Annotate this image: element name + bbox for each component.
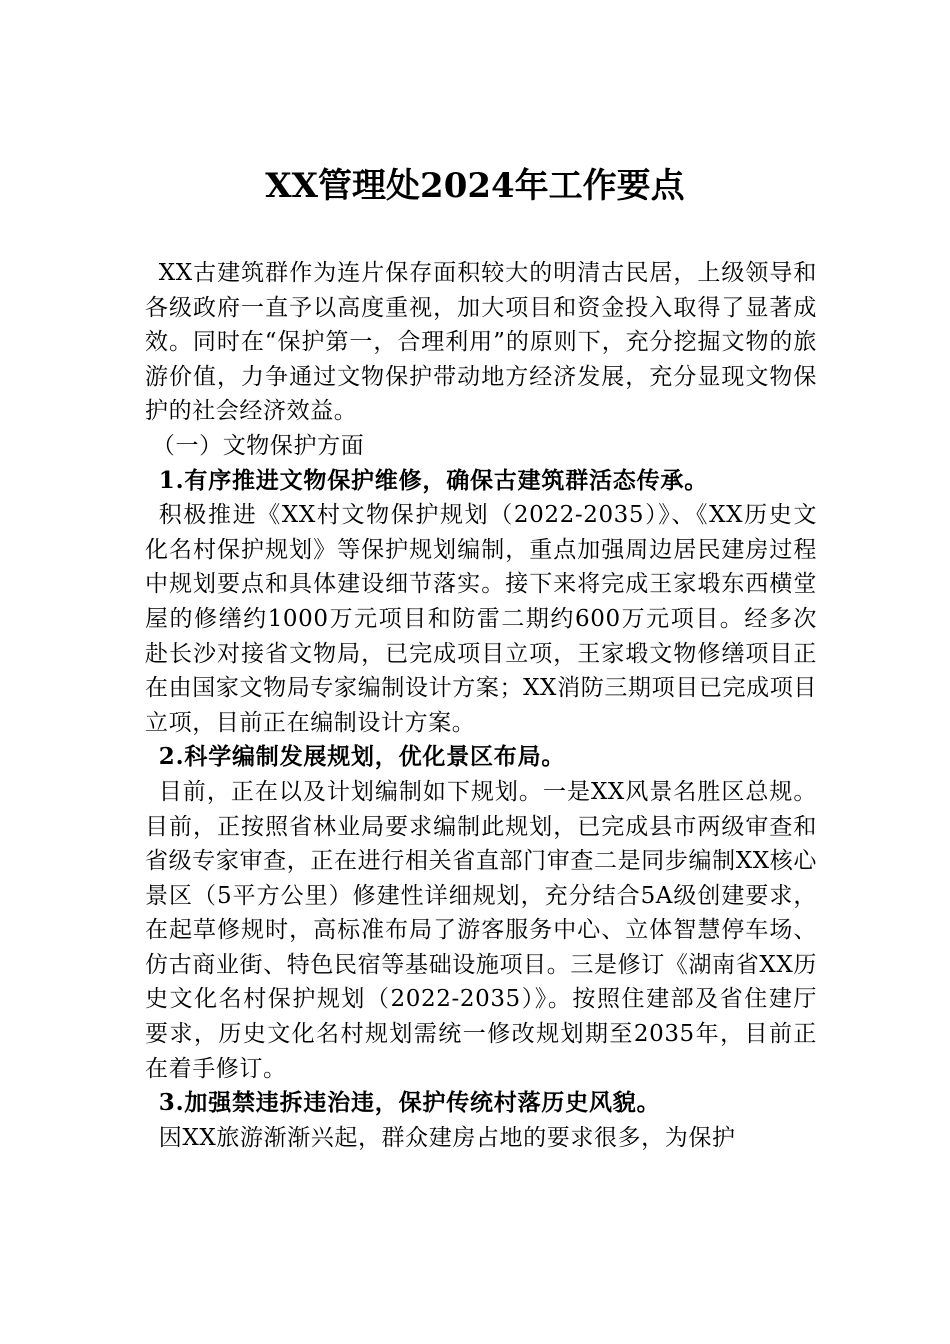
intro-paragraph: XX古建筑群作为连片保存面积较大的明清古民居，上级领导和各级政府一直予以高度重视，加大项目和资金投入取得了显著成效。同时在“保护第一，合理利用”的原则下，充分挖掘文物的旅游价值，力争通过文物保护带动地方经济发展，充分显现文物保护的社会经济效益。	[145, 260, 817, 425]
item-heading-3: 3.加强禁违拆违治违，保护传统村落历史风貌。	[158, 1089, 661, 1117]
item-heading-2: 2.科学编制发展规划，优化景区布局。	[158, 743, 566, 771]
document-title: XX管理处2024年工作要点	[265, 166, 685, 206]
item-paragraph-1: 积极推进《XX村文物保护规划（2022-2035）》、《XX历史文化名村保护规划》等保护规划编制，重点加强周边居民建房过程中规划要点和具体建设细节落实。接下来将完成王家塅东西横堂屋的修缮约1000万元项目和防雷二期约600万元项目。经多次赴长沙对接省文物局，已完成项目立项，王家塅文物修缮项目正在由国家文物局专家编制设计方案；XX消防三期项目已完成项目立项，目前正在编制设计方案。	[145, 502, 817, 736]
item-paragraph-3: 因XX旅游渐渐兴起，群众建房占地的要求很多，为保护	[158, 1124, 736, 1151]
item-paragraph-2: 目前，正在以及计划编制如下规划。一是XX风景名胜区总规。目前，正按照省林业局要求编制此规划，已完成县市两级审查和省级专家审查，正在进行相关省直部门审查二是同步编制XX核心景区（5平方公里）修建性详细规划，充分结合5A级创建要求，在起草修规时，高标准布局了游客服务中心、立体智慧停车场、仿古商业街、特色民宿等基础设施项目。三是修订《湖南省XX历史文化名村保护规划（2022-2035）》。按照住建部及省住建厅要求，历史文化名村规划需统一修改规划期至2035年，目前正在着手修订。	[145, 778, 817, 1082]
item-heading-1: 1.有序推进文物保护维修，确保古建筑群活态传承。	[158, 466, 709, 494]
document-body	[145, 256, 817, 1155]
section-heading-cultural-relic-protection: （一）文物保护方面	[151, 432, 365, 459]
